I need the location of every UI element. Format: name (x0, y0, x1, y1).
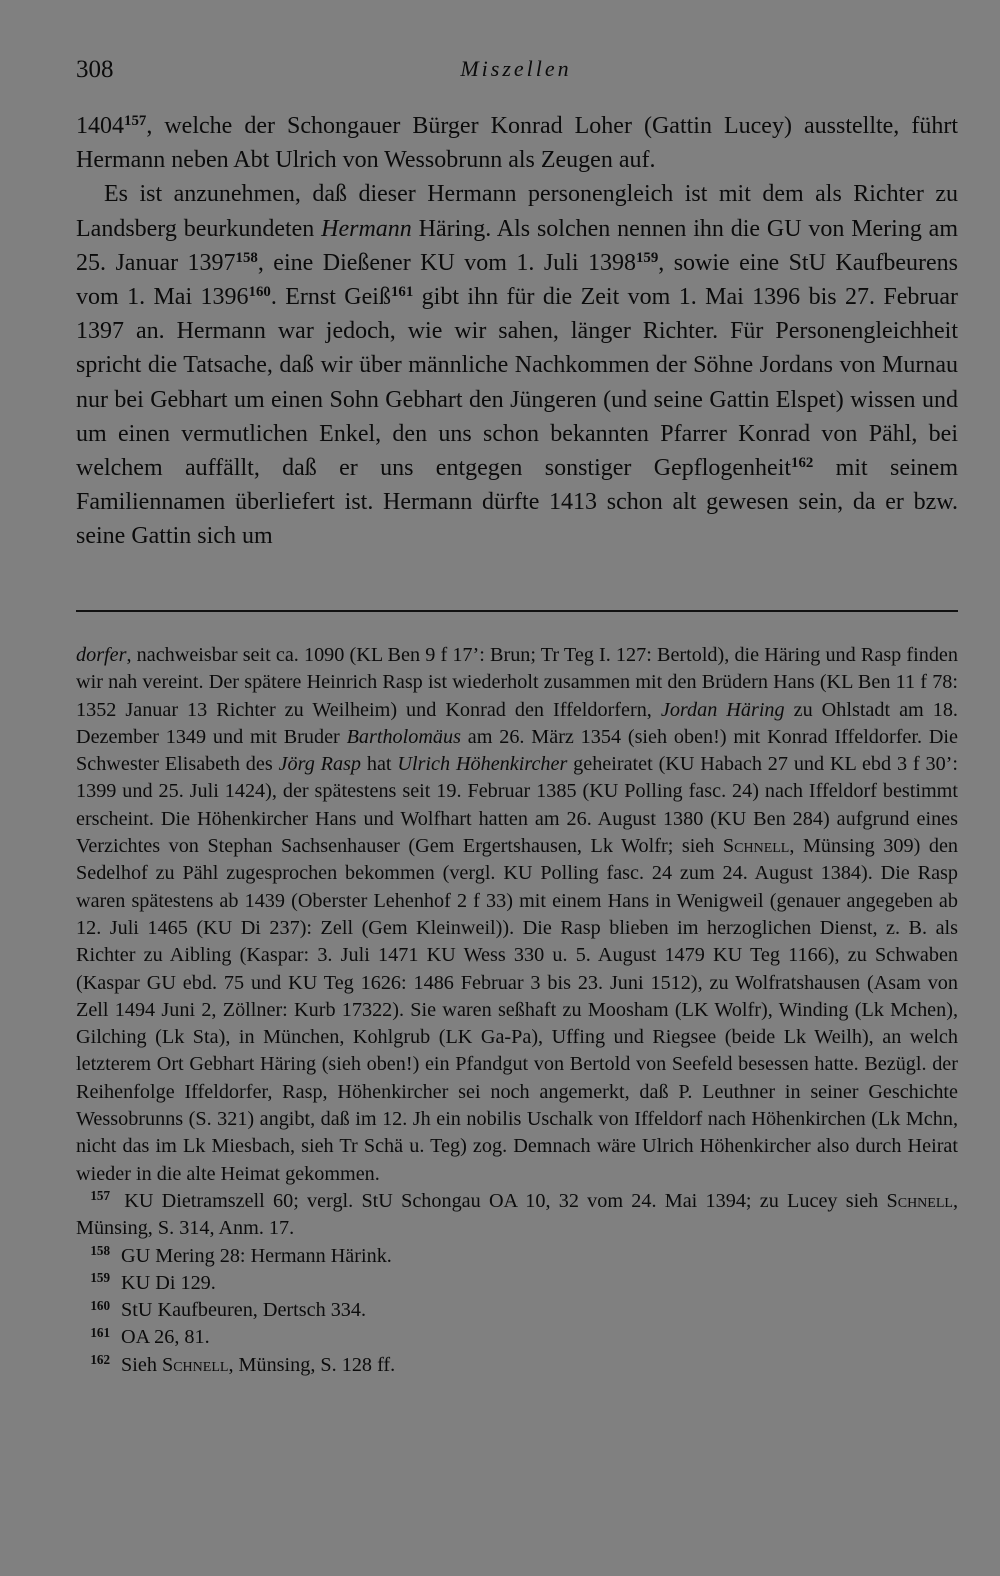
paragraph-1-text: , welche der Schongauer Bürger Konrad Loher (Gattin Lucey) ausstellte, führt Hermann neben Abt Ulrich von Wessobrunn als Zeugen auf. (76, 113, 958, 174)
footnote-continuation-emphasis-5: Ulrich Höhenkircher (397, 753, 568, 776)
footnote-ref-162: 162 (791, 454, 814, 471)
footnote-157-text-1: KU Dietramszell 60; vergl. StU Schongau OA 10, 32 vom 24. Mai 1394; zu Lucey sieh (116, 1189, 887, 1212)
footnote-157: 157 KU Dietramszell 60; vergl. StU Schongau OA 10, 32 vom 24. Mai 1394; zu Lucey sieh Schnell, Münsing, S. 314, Anm. 17. (76, 1188, 958, 1240)
footnote-159-text: KU Di 129. (116, 1271, 216, 1294)
footnote-157-text-2: , Münsing, S. 314, Anm. 17. (76, 1189, 958, 1240)
running-title: Miszellen (460, 56, 572, 81)
paragraph-2-text-7: mit seinem Familiennamen überliefert ist. Hermann dürfte 1413 schon alt gewesen sein, da er bzw. seine Gattin sich um (76, 455, 958, 550)
footnote-162: 162 Sieh Schnell, Münsing, S. 128 ff. (90, 1352, 396, 1376)
footnote-continuation-text-5: geheiratet (KU Habach 27 und KL ebd 3 f 30’: 1399 und 25. Juli 1424), der spätestens seit 19. Februar 1385 (KU Polling fasc. 24) nach Iffeldorf bestimmt erscheint. Die Höhenkircher Hans und Wolfhart hatten am 26. August 1380 (KU Ben 284) aufgrund eines Verzichtes von Stephan Sachsenhauser (Gem Ergertshausen, Lk Wolfr; sieh (76, 753, 958, 858)
footnote-162-text-1: Sieh (116, 1353, 162, 1376)
paragraph-2-text-6: gibt ihn für die Zeit vom 1. Mai 1396 bis 27. Februar 1397 an. Hermann war jedoch, wie wir sahen, länger Richter. Für Personengleichheit spricht die Tatsache, daß wir über männliche Nachkommen der Söhne Jordans von Murnau nur bei Gebhart um einen Sohn Gebhart den Jüngeren (und seine Gattin Elspet) wissen und um einen vermutlichen Enkel, den uns schon bekannten Pfarrer Konrad von Pähl, bei welchem auffällt, daß er uns entgegen sonstiger Gepflogenheit (76, 284, 959, 482)
footnote-ref-159: 159 (635, 249, 659, 266)
footnote-161: 161 OA 26, 81. (90, 1324, 210, 1349)
footnote-continuation-text-3: am 26. März 1354 (sieh oben!) mit Konrad Iffeldorfer. Die Schwester Elisabeth des (76, 725, 958, 776)
footnote-continuation-text-4: hat (361, 753, 398, 776)
footnote-162-author-schnell: Schnell (161, 1353, 229, 1376)
footnote-157-author-schnell: Schnell (886, 1189, 953, 1212)
footnote-159: 159 KU Di 129. (90, 1270, 216, 1294)
paragraph-2-text-5: . Ernst Geiß (270, 284, 391, 311)
footnote-162-text-2: , Münsing, S. 128 ff. (228, 1353, 396, 1376)
page-number: 308 (76, 56, 114, 83)
footnote-161-text: OA 26, 81. (116, 1326, 210, 1349)
paragraph-2-text-3: , eine Dießener KU vom 1. Juli 1398 (257, 249, 636, 276)
paragraph-2-text-2: Häring. Als solchen nennen ihn die GU von Mering am 25. Januar 1397 (76, 215, 958, 276)
footnote-continuation-text-6: , Münsing 309) den Sedelhof zu Pähl zugesprochen bekommen (vergl. KU Polling fasc. 24 zum 24. August 1384). Die Rasp waren spätestens ab 1439 (Oberster Lehenhof 2 f 33) mit einem Hans in Wenigweil (genauer angegeben ab 12. Juli 1465 (KU Di 237): Zell (Gem Kleinweil)). Die Rasp blieben im herzoglichen Dienst, z. B. als Richter zu Aibling (Kaspar: 3. Juli 1471 KU Wess 330 u. 5. August 1479 KU Teg 1166), zu Schwaben (Kaspar GU ebd. 75 und KU Teg 1626: 1486 Februar 3 bis 23. Juni 1512), zu Wolfratshausen (Asam von Zell 1494 Juni 2, Zöllner: Kurb 17322). Sie waren seßhaft zu Moosham (LK Wolfr), Winding (Lk Mchen), Gilching (Lk Sta), in München, Kohlgrub (LK Ga-Pa), Uffing und Riegsee (beide Lk Weilh), an welch letzterem Ort Gebhart Häring (sieh oben!) ein Pfandgut von Bertold von Seefeld besessen hatte. Bezügl. der Reihenfolge Iffeldorfer, Rasp, Höhenkircher sei noch angemerkt, daß P. Leuthner in seiner Geschichte Wessobrunns (S. 321) angibt, daß im 12. Jh ein nobilis Uschalk von Iffeldorf nach Höhenkirchen (Lk Mchn, nicht das im Lk Miesbach, sieh Tr Schä u. Teg) zog. Demnach wäre Ulrich Höhenkircher also durch Heirat wieder in die alte Heimat gekommen. (76, 835, 959, 1185)
footnote-160: 160 StU Kaufbeuren, Dertsch 334. (90, 1297, 367, 1322)
paragraph-2-emphasis-hermann: Hermann (321, 215, 412, 242)
paragraph-2-text-1: Es ist anzunehmen, daß dieser Hermann personengleich ist mit dem als Richter zu Landsberg beurkundeten (76, 181, 958, 242)
footnote-continuation (76, 642, 958, 1188)
footnote-160-text: StU Kaufbeuren, Dertsch 334. (116, 1299, 367, 1322)
paragraph-1 (76, 109, 958, 177)
footnote-158-text: GU Mering 28: Hermann Härink. (116, 1244, 392, 1267)
footnote-ref-158: 158 (235, 249, 258, 266)
footnote-continuation-emphasis-3: Bartholomäus (346, 725, 461, 748)
footnote-continuation-text-2: zu Ohlstadt am 18. Dezember 1349 und mit Bruder (76, 698, 958, 748)
paragraph-2-text-4: , sowie eine StU Kaufbeurens vom 1. Mai 1396 (76, 249, 958, 311)
footnote-continuation-emphasis-2: Jordan Häring (660, 698, 785, 721)
footnote-continuation-emphasis-1: dorfer (76, 644, 127, 666)
footnote-separator-rule (76, 610, 958, 612)
footnote-continuation-author-schnell: Schnell (722, 835, 790, 858)
footnotes (76, 642, 958, 1379)
footnote-continuation-text-1: , nachweisbar seit ca. 1090 (KL Ben 9 f 17’: Brun; Tr Teg I. 127: Bertold), die Häring und Rasp finden wir nah vereint. Der spätere Heinrich Rasp ist wiederholt zusammen mit den Brüdern Hans (KL Ben 11 f 78: 1352 Januar 13 Richter zu Weilheim) und Konrad den Iffeldorfern, (76, 644, 958, 721)
footnote-158: 158 GU Mering 28: Hermann Härink. (90, 1242, 392, 1267)
paragraph-1-lead-number: 1404 (76, 113, 124, 139)
main-text (76, 109, 958, 554)
footnote-continuation-emphasis-4: Jörg Rasp (278, 753, 362, 776)
footnote-ref-157: 157 (124, 112, 147, 129)
paragraph-2 (76, 177, 958, 553)
page-header (76, 56, 956, 86)
footnote-ref-161: 161 (390, 283, 414, 300)
footnote-ref-160: 160 (248, 283, 271, 300)
